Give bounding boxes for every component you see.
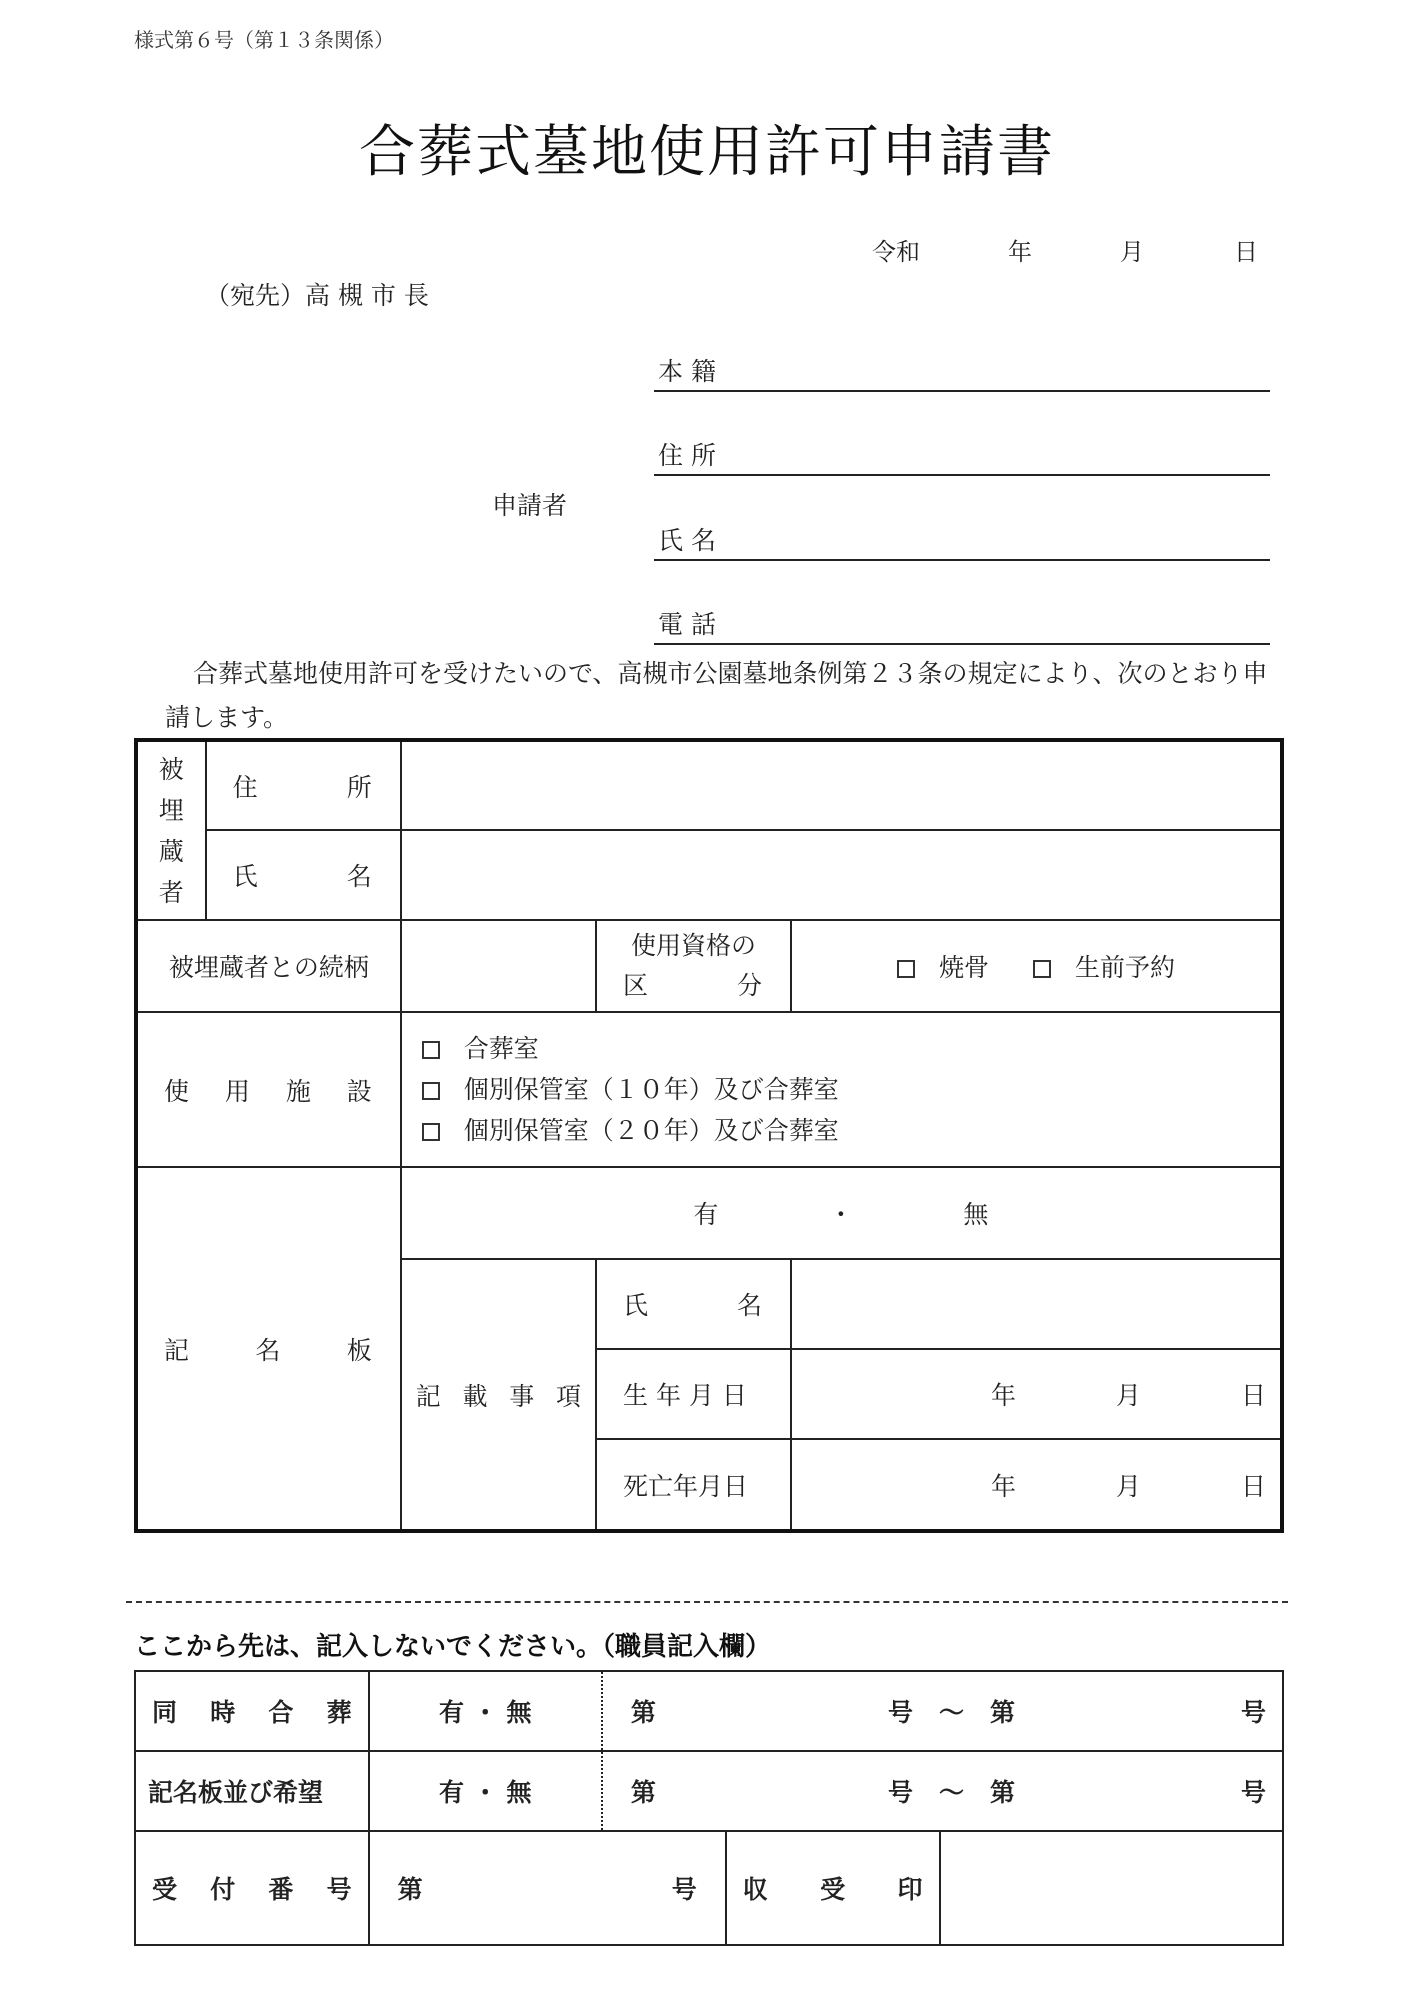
nameplate-yes-no[interactable]: 有 ・ 無	[401, 1167, 1282, 1259]
date-year: 年	[1008, 238, 1032, 266]
nameplate-order-label: 記名板並び希望	[135, 1751, 369, 1831]
deceased-address-label: 住 所	[206, 740, 401, 830]
pre-reservation-label: 生前予約	[1075, 953, 1176, 982]
joint-burial-yes-no[interactable]: 有 ・ 無	[369, 1671, 602, 1751]
field-label: 電 話	[658, 610, 716, 639]
birth-date-input[interactable]: 年 月 日	[791, 1349, 1282, 1439]
form-number: 様式第６号（第１３条関係）	[134, 28, 394, 52]
addressee: （宛先）高 槻 市 長	[205, 281, 429, 310]
nameplate-name-input[interactable]	[791, 1259, 1282, 1349]
eligibility-label: 使用資格の 区 分	[596, 920, 791, 1012]
receipt-stamp-label: 収 受 印	[726, 1831, 940, 1945]
entry-items-label: 記 載 事 項	[401, 1259, 596, 1531]
death-date-input[interactable]: 年 月 日	[791, 1439, 1282, 1531]
eligibility-options	[791, 920, 1282, 1012]
form-title: 合葬式墓地使用許可申請書	[359, 120, 1055, 185]
staff-use-table	[134, 1670, 1284, 1946]
registered-domicile-field[interactable]	[654, 348, 1270, 392]
deceased-name-input[interactable]	[401, 830, 1282, 920]
date-month: 月	[1120, 238, 1144, 266]
death-date-label: 死亡年月日	[596, 1439, 791, 1531]
deceased-address-input[interactable]	[401, 740, 1282, 830]
pre-reservation-checkbox[interactable]	[1033, 960, 1051, 978]
phone-field[interactable]	[654, 601, 1270, 645]
joint-burial-range[interactable]: 第 号 ～ 第 号	[602, 1671, 1283, 1751]
cut-line	[126, 1601, 1288, 1603]
staff-use-notice: ここから先は、記入しないでください。（職員記入欄）	[134, 1632, 772, 1662]
reception-number-label: 受 付 番 号	[135, 1831, 369, 1945]
address-field[interactable]	[654, 432, 1270, 476]
nameplate-order-range[interactable]: 第 号 ～ 第 号	[602, 1751, 1283, 1831]
application-statement: 合葬式墓地使用許可を受けたいので、高槻市公園墓地条例第２３条の規定により、次のとおり申請します。	[165, 659, 1268, 732]
individual-10yr-checkbox[interactable]	[422, 1082, 440, 1100]
deceased-name-label: 氏 名	[206, 830, 401, 920]
date-day: 日	[1234, 238, 1258, 266]
nameplate-order-yes-no[interactable]: 有 ・ 無	[369, 1751, 602, 1831]
nameplate-name-label: 氏 名	[596, 1259, 791, 1349]
application-table	[134, 738, 1284, 1533]
individual-20yr-checkbox[interactable]	[422, 1123, 440, 1141]
facility-label: 使 用 施 設	[136, 1012, 401, 1167]
field-label: 氏 名	[658, 526, 716, 555]
deceased-label: 被 埋 蔵 者	[136, 740, 206, 920]
joint-room-checkbox[interactable]	[422, 1041, 440, 1059]
name-field[interactable]	[654, 517, 1270, 561]
cremated-label: 焼骨	[939, 953, 990, 982]
joint-burial-label: 同 時 合 葬	[135, 1671, 369, 1751]
field-label: 本 籍	[658, 357, 716, 386]
date-era: 令和	[872, 238, 920, 266]
field-label: 住 所	[658, 441, 716, 470]
nameplate-label: 記 名 板	[136, 1167, 401, 1531]
facility-options: 合葬室 個別保管室（１０年）及び合葬室 個別保管室（２０年）及び合葬室	[401, 1012, 1282, 1167]
receipt-stamp-area[interactable]	[940, 1831, 1283, 1945]
birth-date-label: 生 年 月 日	[596, 1349, 791, 1439]
reception-number-input[interactable]: 第 号	[369, 1831, 726, 1945]
cremated-checkbox[interactable]	[897, 960, 915, 978]
relationship-label: 被埋蔵者との続柄	[136, 920, 401, 1012]
relationship-input[interactable]	[401, 920, 596, 1012]
applicant-label: 申請者	[492, 491, 568, 520]
